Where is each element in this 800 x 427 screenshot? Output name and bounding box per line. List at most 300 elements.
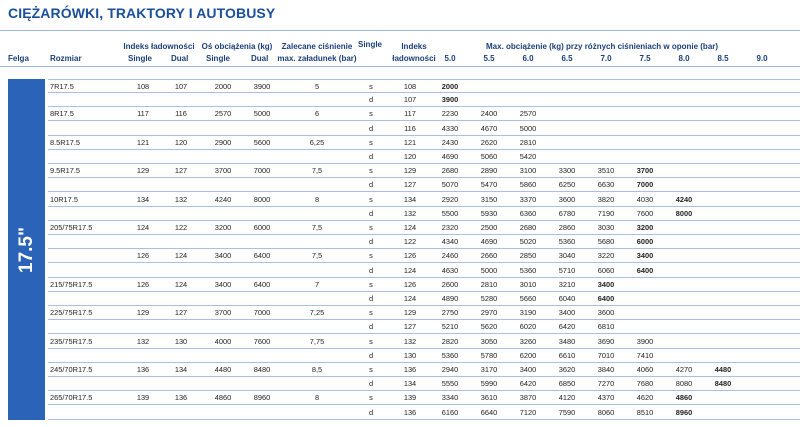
cell-max-load bbox=[746, 320, 778, 334]
cell-index-single: 132 bbox=[136, 336, 150, 346]
cell-max-load: 3820 bbox=[597, 194, 615, 204]
cell-size: 8.5R17.5 bbox=[50, 137, 80, 147]
cell-load-index: 129 bbox=[403, 166, 417, 176]
cell-max-load bbox=[668, 264, 700, 278]
cell-pressure bbox=[300, 264, 334, 278]
cell-max-load: 7680 bbox=[636, 379, 654, 389]
cell-index-dual bbox=[166, 406, 196, 420]
cell-max-load: 6400 bbox=[636, 265, 654, 275]
cell-load-single: 3400 bbox=[214, 251, 232, 261]
cell-size: 225/75R17.5 bbox=[50, 308, 93, 318]
cell-load-single: 4480 bbox=[214, 365, 232, 374]
cell-max-load bbox=[512, 93, 544, 107]
cell-max-load bbox=[707, 164, 739, 178]
cell-max-load: 4120 bbox=[558, 393, 576, 403]
cell-load-dual: 7000 bbox=[253, 166, 271, 176]
cell-max-load: 6850 bbox=[558, 379, 576, 389]
table-row bbox=[48, 278, 800, 292]
cell-max-load: 4240 bbox=[675, 194, 693, 204]
cell-max-load: 2500 bbox=[480, 223, 498, 232]
cell-max-load: 6000 bbox=[636, 237, 654, 247]
cell-single-dual: s bbox=[369, 166, 373, 176]
cell-max-load: 5660 bbox=[519, 294, 537, 303]
cell-index-single bbox=[128, 150, 158, 164]
header-pressure-6-0: 6.0 bbox=[522, 54, 534, 63]
cell-load-single: 4240 bbox=[214, 194, 232, 204]
cell-size: 7R17.5 bbox=[50, 82, 74, 91]
cell-index-dual bbox=[166, 122, 196, 136]
table-row bbox=[48, 193, 800, 207]
cell-load-single bbox=[206, 406, 240, 420]
cell-max-load: 5780 bbox=[480, 350, 498, 360]
cell-max-load: 2660 bbox=[480, 251, 498, 261]
cell-max-load bbox=[629, 93, 661, 107]
cell-max-load: 4340 bbox=[441, 237, 459, 247]
cell-single-dual: s bbox=[369, 109, 373, 119]
cell-load-dual bbox=[245, 377, 279, 391]
cell-load-single: 4000 bbox=[214, 336, 232, 346]
cell-load-dual: 5000 bbox=[253, 109, 271, 119]
cell-max-load bbox=[746, 249, 778, 263]
cell-max-load: 4370 bbox=[597, 393, 615, 403]
cell-index-dual: 130 bbox=[174, 336, 188, 346]
cell-load-single: 2570 bbox=[214, 109, 232, 119]
cell-max-load bbox=[707, 249, 739, 263]
cell-pressure: 6,25 bbox=[309, 137, 325, 147]
cell-pressure bbox=[300, 235, 334, 249]
cell-max-load bbox=[707, 406, 739, 420]
cell-size bbox=[50, 150, 120, 164]
cell-max-load bbox=[590, 107, 622, 121]
header-pressure-8-0: 8.0 bbox=[678, 54, 690, 63]
cell-max-load: 4690 bbox=[441, 152, 459, 161]
cell-max-load: 7010 bbox=[597, 350, 615, 360]
cell-max-load: 3400 bbox=[558, 308, 576, 318]
cell-max-load: 5280 bbox=[480, 294, 498, 303]
cell-max-load bbox=[668, 306, 700, 320]
cell-load-dual: 7600 bbox=[253, 336, 271, 346]
header-os-obciazenia: Oś obciążenia (kg) bbox=[201, 42, 273, 51]
cell-size bbox=[50, 349, 120, 363]
table-row bbox=[48, 306, 800, 320]
cell-max-load bbox=[668, 93, 700, 107]
cell-max-load bbox=[707, 136, 739, 150]
cell-max-load: 2600 bbox=[441, 279, 459, 289]
cell-max-load: 5360 bbox=[519, 265, 537, 275]
cell-load-index: 116 bbox=[404, 123, 416, 133]
cell-max-load: 3040 bbox=[558, 251, 576, 261]
cell-load-index: 129 bbox=[403, 308, 417, 318]
cell-max-load: 6400 bbox=[597, 294, 615, 303]
cell-index-dual: 122 bbox=[174, 223, 188, 232]
cell-load-single: 2900 bbox=[214, 137, 232, 147]
cell-max-load bbox=[668, 249, 700, 263]
header-single-1: Single bbox=[128, 54, 153, 63]
cell-max-load bbox=[746, 264, 778, 278]
cell-max-load bbox=[590, 122, 622, 136]
cell-max-load bbox=[668, 150, 700, 164]
cell-load-single bbox=[206, 264, 240, 278]
cell-load-single: 2000 bbox=[214, 82, 232, 91]
cell-pressure: 7,5 bbox=[311, 251, 323, 261]
cell-size bbox=[50, 320, 120, 334]
cell-max-load: 3150 bbox=[480, 194, 498, 204]
cell-max-load: 5060 bbox=[480, 152, 498, 161]
cell-max-load: 2810 bbox=[480, 279, 498, 289]
cell-max-load: 6630 bbox=[597, 180, 615, 190]
cell-size: 265/70R17.5 bbox=[50, 393, 93, 403]
cell-max-load bbox=[551, 93, 583, 107]
cell-max-load bbox=[746, 391, 778, 405]
cell-load-dual: 6400 bbox=[253, 279, 271, 289]
table-row bbox=[48, 122, 800, 136]
cell-size: 235/75R17.5 bbox=[50, 336, 93, 346]
cell-max-load bbox=[746, 80, 778, 94]
cell-index-dual: 136 bbox=[174, 393, 188, 403]
cell-pressure bbox=[300, 207, 334, 221]
cell-load-dual bbox=[245, 320, 279, 334]
cell-max-load bbox=[707, 150, 739, 164]
cell-max-load: 3100 bbox=[519, 166, 537, 176]
cell-max-load bbox=[629, 80, 661, 94]
header-rozmiar: Rozmiar bbox=[50, 54, 82, 63]
header-pressure-7-0: 7.0 bbox=[600, 54, 612, 63]
table-row bbox=[48, 292, 800, 306]
cell-max-load: 4860 bbox=[675, 393, 693, 403]
cell-max-load: 8510 bbox=[636, 407, 654, 417]
cell-index-single: 129 bbox=[136, 166, 150, 176]
cell-load-single bbox=[206, 320, 240, 334]
cell-load-index: 117 bbox=[404, 109, 416, 119]
cell-max-load: 4480 bbox=[714, 365, 732, 374]
cell-max-load bbox=[707, 391, 739, 405]
cell-max-load: 2320 bbox=[441, 223, 459, 232]
cell-index-dual bbox=[166, 292, 196, 306]
cell-max-load: 2680 bbox=[519, 223, 537, 232]
cell-max-load: 3600 bbox=[597, 308, 615, 318]
cell-load-index: 121 bbox=[403, 137, 417, 147]
cell-single-dual: s bbox=[369, 194, 373, 204]
cell-single-dual: d bbox=[368, 265, 374, 275]
cell-max-load: 5360 bbox=[558, 237, 576, 247]
cell-max-load bbox=[590, 80, 622, 94]
cell-max-load: 4330 bbox=[441, 123, 459, 133]
cell-load-dual bbox=[245, 235, 279, 249]
cell-max-load bbox=[746, 150, 778, 164]
header-dual-2: Dual bbox=[251, 54, 269, 63]
cell-max-load bbox=[512, 80, 544, 94]
table-row bbox=[48, 207, 800, 221]
cell-max-load: 2620 bbox=[480, 137, 498, 147]
cell-max-load: 5000 bbox=[519, 123, 537, 133]
cell-load-single bbox=[206, 178, 240, 192]
cell-load-index: 136 bbox=[403, 407, 417, 417]
cell-max-load: 2810 bbox=[519, 137, 537, 147]
cell-max-load: 5620 bbox=[480, 322, 498, 332]
cell-load-index: 127 bbox=[403, 180, 417, 190]
cell-max-load: 5710 bbox=[558, 265, 576, 275]
cell-load-dual bbox=[245, 207, 279, 221]
cell-max-load: 6060 bbox=[597, 265, 615, 275]
cell-index-dual: 124 bbox=[174, 279, 188, 289]
cell-max-load bbox=[473, 80, 505, 94]
cell-max-load bbox=[590, 93, 622, 107]
cell-max-load bbox=[746, 363, 778, 377]
cell-index-dual bbox=[166, 320, 196, 334]
cell-pressure: 7,5 bbox=[311, 166, 323, 176]
cell-max-load bbox=[707, 320, 739, 334]
cell-max-load bbox=[668, 335, 700, 349]
header-pressure-5-0: 5.0 bbox=[444, 54, 456, 63]
cell-max-load: 2430 bbox=[441, 137, 459, 147]
cell-load-single bbox=[206, 122, 240, 136]
cell-max-load: 6040 bbox=[558, 294, 576, 303]
cell-index-dual bbox=[166, 93, 196, 107]
cell-index-single: 136 bbox=[136, 365, 150, 374]
cell-max-load: 3840 bbox=[597, 365, 615, 374]
cell-max-load bbox=[629, 306, 661, 320]
cell-max-load bbox=[668, 221, 700, 235]
cell-index-dual: 120 bbox=[174, 137, 188, 147]
cell-load-dual: 3900 bbox=[253, 82, 271, 91]
cell-load-single: 3700 bbox=[214, 308, 232, 318]
cell-max-load: 4670 bbox=[480, 123, 498, 133]
cell-index-dual: 107 bbox=[174, 82, 188, 91]
cell-pressure: 7,75 bbox=[309, 336, 325, 346]
cell-max-load: 2000 bbox=[441, 82, 459, 91]
cell-max-load bbox=[668, 107, 700, 121]
cell-single-dual: d bbox=[368, 180, 374, 190]
cell-max-load: 3210 bbox=[558, 279, 576, 289]
cell-load-dual: 8480 bbox=[253, 365, 271, 374]
cell-max-load bbox=[668, 235, 700, 249]
cell-load-dual: 8960 bbox=[253, 393, 271, 403]
cell-index-single bbox=[128, 93, 158, 107]
cell-load-index: 132 bbox=[403, 208, 417, 218]
cell-max-load: 5470 bbox=[480, 180, 498, 190]
table-row bbox=[48, 235, 800, 249]
cell-load-index: 122 bbox=[403, 237, 417, 247]
cell-load-index: 134 bbox=[403, 194, 417, 204]
table-row bbox=[48, 221, 800, 235]
cell-max-load bbox=[668, 122, 700, 136]
header-pressure-5-5: 5.5 bbox=[483, 54, 495, 63]
cell-max-load bbox=[707, 235, 739, 249]
cell-load-index: 124 bbox=[403, 265, 417, 275]
cell-load-dual: 5600 bbox=[253, 137, 271, 147]
cell-single-dual: s bbox=[369, 365, 373, 374]
cell-single-dual: d bbox=[368, 407, 374, 417]
cell-size bbox=[50, 377, 120, 391]
cell-load-index: 139 bbox=[403, 393, 417, 403]
cell-size bbox=[50, 235, 120, 249]
cell-single-dual: d bbox=[368, 95, 374, 105]
cell-max-load: 3400 bbox=[636, 251, 654, 261]
header-pressure-8-5: 8.5 bbox=[717, 54, 729, 63]
cell-max-load: 8960 bbox=[675, 407, 693, 417]
cell-load-index: 108 bbox=[403, 82, 417, 91]
cell-max-load: 5420 bbox=[519, 152, 537, 161]
cell-load-dual bbox=[245, 292, 279, 306]
cell-load-dual bbox=[245, 122, 279, 136]
cell-size bbox=[50, 264, 120, 278]
cell-max-load bbox=[590, 136, 622, 150]
cell-index-dual bbox=[166, 377, 196, 391]
cell-max-load bbox=[746, 335, 778, 349]
cell-single-dual: s bbox=[369, 137, 373, 147]
page-title: CIĘŻARÓWKI, TRAKTORY I AUTOBUSY bbox=[8, 5, 276, 21]
cell-load-single bbox=[206, 235, 240, 249]
header-pressure-9-0: 9.0 bbox=[756, 54, 768, 63]
cell-max-load: 3050 bbox=[480, 336, 498, 346]
cell-index-single bbox=[128, 377, 158, 391]
cell-size: 8R17.5 bbox=[50, 109, 74, 119]
header-zalecane: Zalecane ciśnienie bbox=[281, 42, 353, 51]
cell-single-dual: d bbox=[368, 322, 374, 332]
cell-load-index: 126 bbox=[403, 251, 417, 261]
cell-load-single bbox=[206, 349, 240, 363]
cell-index-single: 139 bbox=[136, 393, 150, 403]
table-row bbox=[48, 136, 800, 150]
cell-pressure bbox=[300, 178, 334, 192]
cell-load-single bbox=[206, 150, 240, 164]
cell-pressure bbox=[300, 406, 334, 420]
cell-load-single: 4860 bbox=[214, 393, 232, 403]
cell-max-load bbox=[551, 80, 583, 94]
header-felga: Felga bbox=[8, 54, 29, 63]
cell-max-load: 8060 bbox=[597, 407, 615, 417]
cell-load-dual bbox=[245, 406, 279, 420]
cell-max-load bbox=[629, 292, 661, 306]
cell-load-dual: 6400 bbox=[253, 251, 271, 261]
cell-max-load: 2230 bbox=[441, 109, 459, 119]
cell-max-load: 3900 bbox=[636, 336, 654, 346]
cell-size: 10R17.5 bbox=[50, 194, 78, 204]
cell-load-dual bbox=[245, 93, 279, 107]
cell-max-load bbox=[551, 136, 583, 150]
cell-single-dual: d bbox=[368, 152, 374, 161]
cell-load-dual: 7000 bbox=[253, 308, 271, 318]
cell-max-load bbox=[707, 80, 739, 94]
cell-max-load bbox=[629, 122, 661, 136]
cell-load-single: 3700 bbox=[214, 166, 232, 176]
cell-single-dual: d bbox=[368, 294, 374, 303]
rim-size-label: 17.5" bbox=[8, 79, 45, 420]
cell-max-load: 8080 bbox=[675, 379, 693, 389]
cell-max-load bbox=[746, 406, 778, 420]
cell-max-load: 3600 bbox=[558, 194, 576, 204]
cell-load-dual: 6000 bbox=[253, 223, 271, 232]
cell-max-load: 8480 bbox=[714, 379, 732, 389]
cell-index-dual bbox=[166, 264, 196, 278]
cell-index-single bbox=[128, 207, 158, 221]
cell-max-load: 3400 bbox=[519, 365, 537, 374]
cell-max-load: 3300 bbox=[558, 166, 576, 176]
table-row bbox=[48, 164, 800, 178]
cell-index-dual bbox=[166, 207, 196, 221]
cell-index-dual: 124 bbox=[174, 251, 188, 261]
header-dual-1: Dual bbox=[171, 54, 189, 63]
cell-load-single: 3200 bbox=[214, 223, 232, 232]
cell-max-load: 6420 bbox=[519, 379, 537, 389]
cell-max-load: 3200 bbox=[636, 223, 654, 232]
cell-max-load: 4270 bbox=[675, 365, 693, 374]
table-row bbox=[48, 150, 800, 164]
cell-max-load bbox=[629, 320, 661, 334]
header-max-obciazenie: Max. obciążenie (kg) przy różnych ciśnieniach w oponie (bar) bbox=[486, 42, 719, 51]
cell-max-load bbox=[551, 150, 583, 164]
cell-max-load bbox=[668, 292, 700, 306]
table-row bbox=[48, 349, 800, 363]
cell-index-single: 134 bbox=[136, 194, 150, 204]
cell-max-load bbox=[707, 207, 739, 221]
cell-load-dual bbox=[245, 178, 279, 192]
cell-max-load bbox=[746, 235, 778, 249]
cell-max-load: 5000 bbox=[480, 265, 498, 275]
cell-max-load: 6160 bbox=[441, 407, 459, 417]
cell-index-single bbox=[128, 235, 158, 249]
cell-size bbox=[50, 406, 120, 420]
cell-single-dual: d bbox=[368, 379, 374, 389]
cell-load-index: 130 bbox=[403, 350, 417, 360]
header-indeks-nosnosci: Indeks ładowności bbox=[123, 42, 195, 51]
cell-size bbox=[50, 122, 120, 136]
cell-max-load: 4890 bbox=[441, 294, 459, 303]
cell-max-load bbox=[746, 306, 778, 320]
cell-max-load: 3260 bbox=[519, 336, 537, 346]
header-indeks-l2: ładowności bbox=[392, 54, 436, 63]
cell-max-load: 4630 bbox=[441, 265, 459, 275]
cell-max-load: 6810 bbox=[597, 322, 615, 332]
cell-index-single: 126 bbox=[136, 251, 150, 261]
cell-index-single: 124 bbox=[136, 223, 150, 232]
cell-max-load: 3700 bbox=[636, 166, 654, 176]
cell-max-load: 5550 bbox=[441, 379, 459, 389]
cell-index-dual bbox=[166, 235, 196, 249]
cell-size: 9.5R17.5 bbox=[50, 166, 80, 176]
cell-max-load: 2890 bbox=[480, 166, 498, 176]
cell-pressure: 8,5 bbox=[311, 365, 323, 374]
cell-single-dual: s bbox=[369, 308, 373, 318]
cell-max-load: 6420 bbox=[558, 322, 576, 332]
header-single-dual: Single bbox=[358, 40, 383, 49]
cell-max-load: 3510 bbox=[597, 166, 615, 176]
cell-max-load bbox=[707, 122, 739, 136]
cell-max-load bbox=[551, 107, 583, 121]
cell-max-load bbox=[707, 178, 739, 192]
cell-size bbox=[50, 207, 120, 221]
cell-max-load: 6780 bbox=[558, 208, 576, 218]
cell-index-dual bbox=[166, 349, 196, 363]
cell-index-single: 126 bbox=[136, 279, 150, 289]
cell-max-load: 2920 bbox=[441, 194, 459, 204]
cell-max-load: 4030 bbox=[636, 194, 654, 204]
cell-single-dual: s bbox=[369, 82, 373, 91]
cell-max-load bbox=[746, 107, 778, 121]
cell-max-load: 7120 bbox=[519, 407, 537, 417]
cell-max-load bbox=[707, 93, 739, 107]
cell-max-load bbox=[668, 136, 700, 150]
cell-max-load bbox=[746, 122, 778, 136]
cell-max-load: 5680 bbox=[597, 237, 615, 247]
cell-max-load: 2850 bbox=[519, 251, 537, 261]
header-pressure-7-5: 7.5 bbox=[639, 54, 651, 63]
cell-max-load bbox=[746, 349, 778, 363]
cell-max-load: 5020 bbox=[519, 237, 537, 247]
cell-single-dual: s bbox=[369, 336, 373, 346]
cell-load-index: 120 bbox=[403, 152, 417, 161]
cell-index-single bbox=[128, 122, 158, 136]
